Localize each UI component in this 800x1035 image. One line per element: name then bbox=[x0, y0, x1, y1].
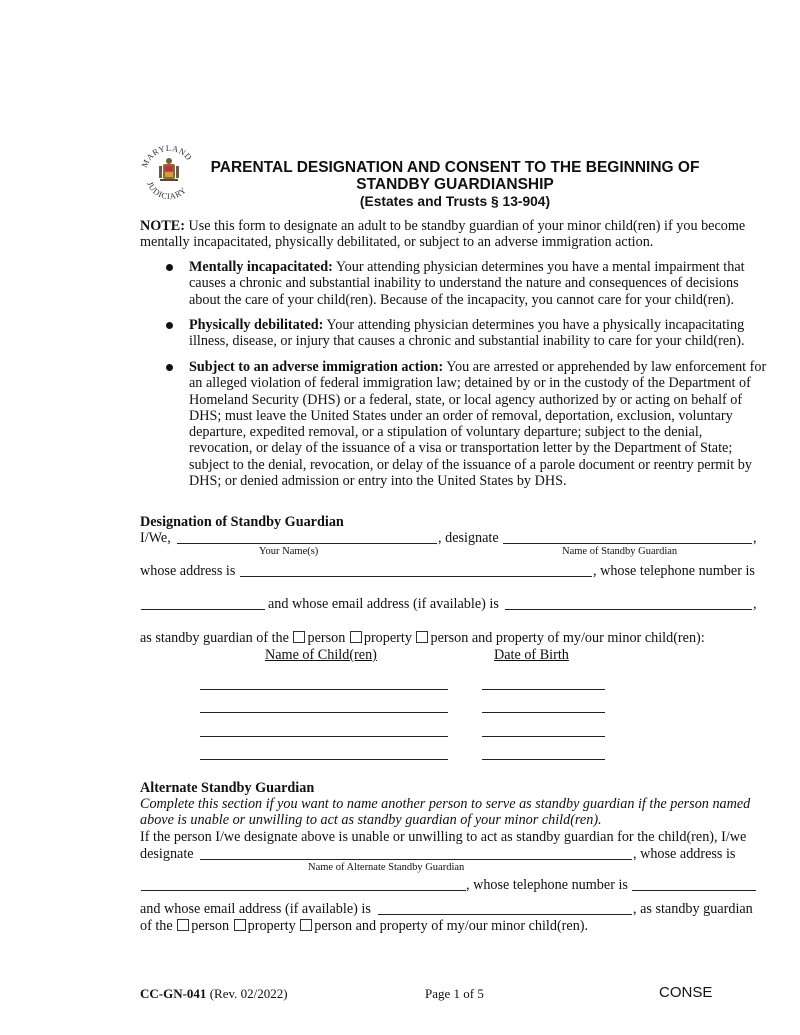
children-dob-header: Date of Birth bbox=[494, 647, 569, 663]
trailing-comma: , bbox=[753, 530, 757, 546]
form-subtitle: (Estates and Trusts § 13-904) bbox=[359, 194, 551, 209]
bullet-term: Subject to an adverse immigration action: bbox=[189, 359, 444, 375]
scope-line bbox=[140, 630, 705, 646]
note-paragraph bbox=[140, 218, 760, 251]
bullet-immigration-action bbox=[189, 359, 769, 489]
bullet-text: Your attending physician determines you have a mental impairment that causes a chronic and substantial inability to understand the nature and consequences of decisions about the care of your child(ren). Because of the incapacity, you cannot care for your child(ren). bbox=[189, 259, 745, 308]
property-checkbox[interactable] bbox=[350, 631, 362, 643]
alternate-heading: Alternate Standby Guardian bbox=[140, 780, 315, 796]
designation-heading: Designation of Standby Guardian bbox=[140, 514, 344, 530]
address-label: whose address is bbox=[140, 563, 236, 579]
scope-option-property: property bbox=[363, 630, 412, 646]
scope-prefix: as standby guardian of the bbox=[140, 630, 289, 646]
child-name-field-4[interactable] bbox=[200, 759, 448, 760]
alternate-scope-prefix: of the bbox=[140, 918, 173, 934]
child-name-field-1[interactable] bbox=[200, 689, 448, 690]
bullet-icon bbox=[166, 264, 173, 271]
child-dob-field-3[interactable] bbox=[482, 736, 605, 737]
scope-option-both: person and property of my/our minor child(ren): bbox=[430, 630, 705, 646]
bullet-icon bbox=[166, 364, 173, 371]
bullet-physically-debilitated bbox=[189, 317, 765, 350]
bullet-text: You are arrested or apprehended by law enforcement for an alleged violation of federal immigration law; detained by or in the custody of the Department of Homeland Security (DHS) or a federal, state, or local agency authorized by or acting on behalf of DHS; must leave the United States under an order of removal, deportation, exclusion, voluntary departure, expedited removal, or a stipulation of voluntary departure; subject to the denial, revocation, or delay of the issuance of a visa or transportation letter by the Department of State; subject to the denial, revocation, or delay of the issuance of a parole document or reentry permit by DHS; or denied admission or entry into the United States by DHS. bbox=[189, 359, 767, 490]
svg-text:JUDICIARY: JUDICIARY bbox=[145, 180, 189, 202]
scope-option-person: person bbox=[307, 630, 346, 646]
standby-guardian-caption: Name of Standby Guardian bbox=[562, 546, 678, 557]
alternate-scope-line bbox=[140, 918, 588, 934]
standby-guardian-name-field[interactable] bbox=[503, 543, 752, 544]
alternate-scope-option-both: person and property of my/our minor child(ren). bbox=[314, 918, 589, 934]
guardian-telephone-field[interactable] bbox=[141, 609, 265, 610]
children-name-header: Name of Child(ren) bbox=[265, 647, 377, 663]
alternate-scope-option-person: person bbox=[191, 918, 230, 934]
person-and-property-checkbox[interactable] bbox=[416, 631, 428, 643]
bullet-icon bbox=[166, 322, 173, 329]
footer-page-number: Page 1 of 5 bbox=[425, 986, 484, 1001]
person-checkbox[interactable] bbox=[293, 631, 305, 643]
child-name-field-2[interactable] bbox=[200, 712, 448, 713]
child-name-field-3[interactable] bbox=[200, 736, 448, 737]
note-text: Use this form to designate an adult to be standby guardian of your minor child(ren) if you become mentally incapacitated, physically debilitated, or subject to an adverse immigration action. bbox=[140, 218, 746, 251]
alternate-property-checkbox[interactable] bbox=[234, 919, 246, 931]
form-title-line1: PARENTAL DESIGNATION AND CONSENT TO THE BEGINNING OF bbox=[210, 159, 700, 176]
alternate-designate-label: designate bbox=[140, 846, 194, 862]
footer-form-id bbox=[140, 986, 288, 1002]
svg-text:MARYLAND: MARYLAND bbox=[139, 142, 195, 169]
child-dob-field-4[interactable] bbox=[482, 759, 605, 760]
child-dob-field-2[interactable] bbox=[482, 712, 605, 713]
alternate-guardian-name-field[interactable] bbox=[200, 859, 632, 860]
child-dob-field-1[interactable] bbox=[482, 689, 605, 690]
form-title-line2: STANDBY GUARDIANSHIP bbox=[356, 176, 554, 193]
alternate-person-checkbox[interactable] bbox=[177, 919, 189, 931]
guardian-email-field[interactable] bbox=[505, 609, 752, 610]
alternate-scope-option-property: property bbox=[247, 918, 296, 934]
trailing-comma: , bbox=[753, 596, 757, 612]
form-revision: (Rev. 02/2022) bbox=[206, 986, 288, 1001]
alternate-email-suffix: , as standby guardian bbox=[633, 901, 753, 917]
bullet-text: Your attending physician determines you have a physically incapacitating illness, disease, or injury that causes a chronic and substantial inability to care for your child(ren). bbox=[189, 317, 745, 350]
designate-label: , designate bbox=[438, 530, 499, 546]
alternate-telephone-label: , whose telephone number is bbox=[466, 877, 628, 893]
alternate-email-field[interactable] bbox=[378, 914, 632, 915]
bullet-term: Physically debilitated: bbox=[189, 317, 324, 333]
telephone-label: , whose telephone number is bbox=[593, 563, 755, 579]
alternate-person-and-property-checkbox[interactable] bbox=[300, 919, 312, 931]
guardian-address-field[interactable] bbox=[240, 576, 592, 577]
alternate-intro: If the person I/we designate above is unable or unwilling to act as standby guardian for the child(ren), I/we bbox=[140, 829, 747, 845]
your-names-field[interactable] bbox=[177, 543, 437, 544]
alternate-telephone-field[interactable] bbox=[632, 890, 756, 891]
alternate-guardian-caption: Name of Alternate Standby Guardian bbox=[308, 862, 465, 873]
email-label: and whose email address (if available) is bbox=[268, 596, 499, 612]
bullet-mentally-incapacitated bbox=[189, 259, 765, 308]
alternate-instructions: Complete this section if you want to name another person to serve as standby guardian if the person named above is unable or unwilling to act as standby guardian of your minor child(ren). bbox=[140, 796, 751, 829]
alternate-address-field[interactable] bbox=[141, 890, 466, 891]
alternate-address-label: , whose address is bbox=[633, 846, 736, 862]
your-names-caption: Your Name(s) bbox=[259, 546, 319, 557]
note-label: NOTE: bbox=[140, 218, 185, 234]
alternate-email-label: and whose email address (if available) is bbox=[140, 901, 371, 917]
iwe-label: I/We, bbox=[140, 530, 171, 546]
footer-code: CONSE bbox=[659, 984, 713, 1001]
form-id: CC-GN-041 bbox=[140, 986, 207, 1001]
bullet-term: Mentally incapacitated: bbox=[189, 259, 333, 275]
